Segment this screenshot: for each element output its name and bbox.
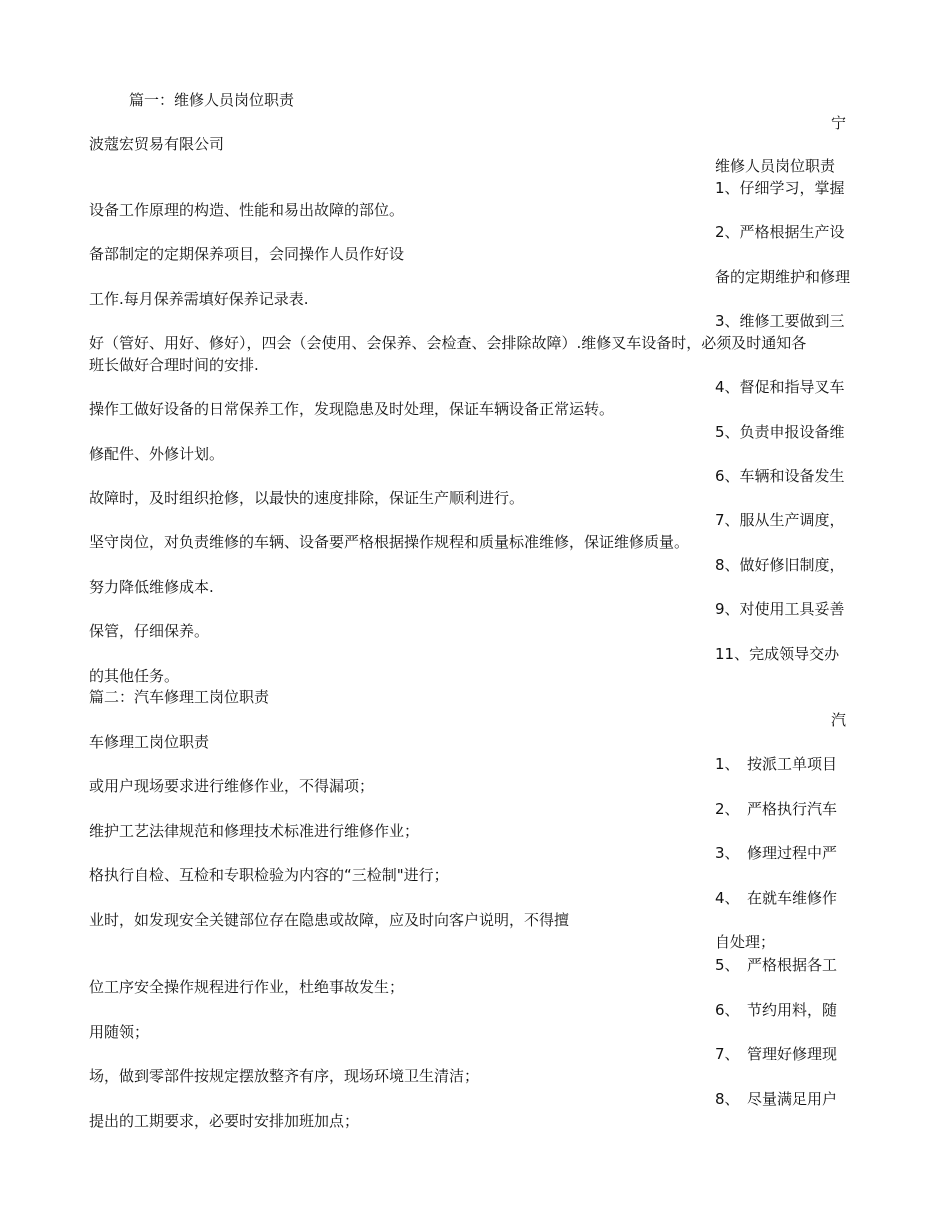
text-line: 班长做好合理时间的安排.: [89, 356, 259, 374]
text-line: 备的定期维护和修理: [715, 268, 851, 286]
text-line: 保管，仔细保养。: [89, 622, 210, 640]
text-line: 3、 修理过程中严: [715, 844, 838, 862]
text-line: 用随领；: [89, 1023, 150, 1041]
text-line: 7、 管理好修理现: [715, 1045, 838, 1063]
text-line: 好（管好、用好、修好），四会（会使用、会保养、会检查、会排除故障）.维修叉车设备时，必须及时通知各: [89, 334, 807, 352]
text-line: 2、 严格执行汽车: [715, 800, 838, 818]
doc-title: 维修人员岗位职责: [715, 157, 836, 175]
text-line: 位工序安全操作规程进行作业，杜绝事故发生；: [89, 978, 405, 996]
company-name: 波蔻宏贸易有限公司: [89, 135, 225, 153]
text-line: 11、完成领导交办: [715, 645, 840, 663]
text-line: 故障时，及时组织抢修，以最快的速度排除，保证生产顺利进行。: [89, 489, 525, 507]
text-line: 车修理工岗位职责: [89, 733, 210, 751]
text-line: 9、对使用工具妥善: [715, 600, 845, 618]
text-line: 2、严格根据生产设: [715, 223, 845, 241]
text-line: 5、 严格根据各工: [715, 956, 838, 974]
text-line: 备部制定的定期保养项目，会同操作人员作好设: [89, 245, 405, 263]
text-line: 7、服从生产调度，: [715, 511, 845, 529]
text-line: 设备工作原理的构造、性能和易出故障的部位。: [89, 201, 405, 219]
text-line: 1、 按派工单项目: [715, 755, 838, 773]
section-heading-1: 篇一：维修人员岗位职责: [129, 91, 295, 109]
text-line: 3、维修工要做到三: [715, 312, 845, 330]
text-line: 4、督促和指导叉车: [715, 378, 845, 396]
text-line: 5、负责申报设备维: [715, 423, 845, 441]
text-line: 场，做到零部件按规定摆放整齐有序，现场环境卫生清洁；: [89, 1067, 480, 1085]
text-line: 维护工艺法律规范和修理技术标准进行维修作业；: [89, 822, 420, 840]
text-line: 的其他任务。: [89, 667, 180, 685]
text-line: 6、车辆和设备发生: [715, 467, 845, 485]
text-line: 业时，如发现安全关键部位存在隐患或故障，应及时向客户说明，不得擅: [89, 911, 570, 929]
text-line: 工作.每月保养需填好保养记录表.: [89, 290, 309, 308]
text-line: 操作工做好设备的日常保养工作，发现隐患及时处理，保证车辆设备正常运转。: [89, 400, 615, 418]
text-line: 坚守岗位，对负责维修的车辆、设备要严格根据操作规程和质量标准维修，保证维修质量。: [89, 533, 690, 551]
text-line: 自处理；: [715, 933, 776, 951]
text-line: 1、仔细学习，掌握: [715, 179, 845, 197]
text-line: 8、 尽量满足用户: [715, 1090, 838, 1108]
text-line: 努力降低维修成本.: [89, 578, 214, 596]
text-line: 提出的工期要求，必要时安排加班加点；: [89, 1112, 360, 1130]
text-line: 修配件、外修计划。: [89, 445, 225, 463]
section-heading-2: 篇二：汽车修理工岗位职责: [89, 688, 270, 706]
text-line: 宁: [831, 114, 847, 132]
text-line: 8、做好修旧制度，: [715, 556, 845, 574]
text-line: 汽: [831, 711, 847, 729]
text-line: 6、 节约用料，随: [715, 1001, 838, 1019]
text-line: 或用户现场要求进行维修作业，不得漏项；: [89, 777, 375, 795]
text-line: 4、 在就车维修作: [715, 889, 838, 907]
text-line: 格执行自检、互检和专职检验为内容的“三检制"进行；: [89, 866, 449, 884]
